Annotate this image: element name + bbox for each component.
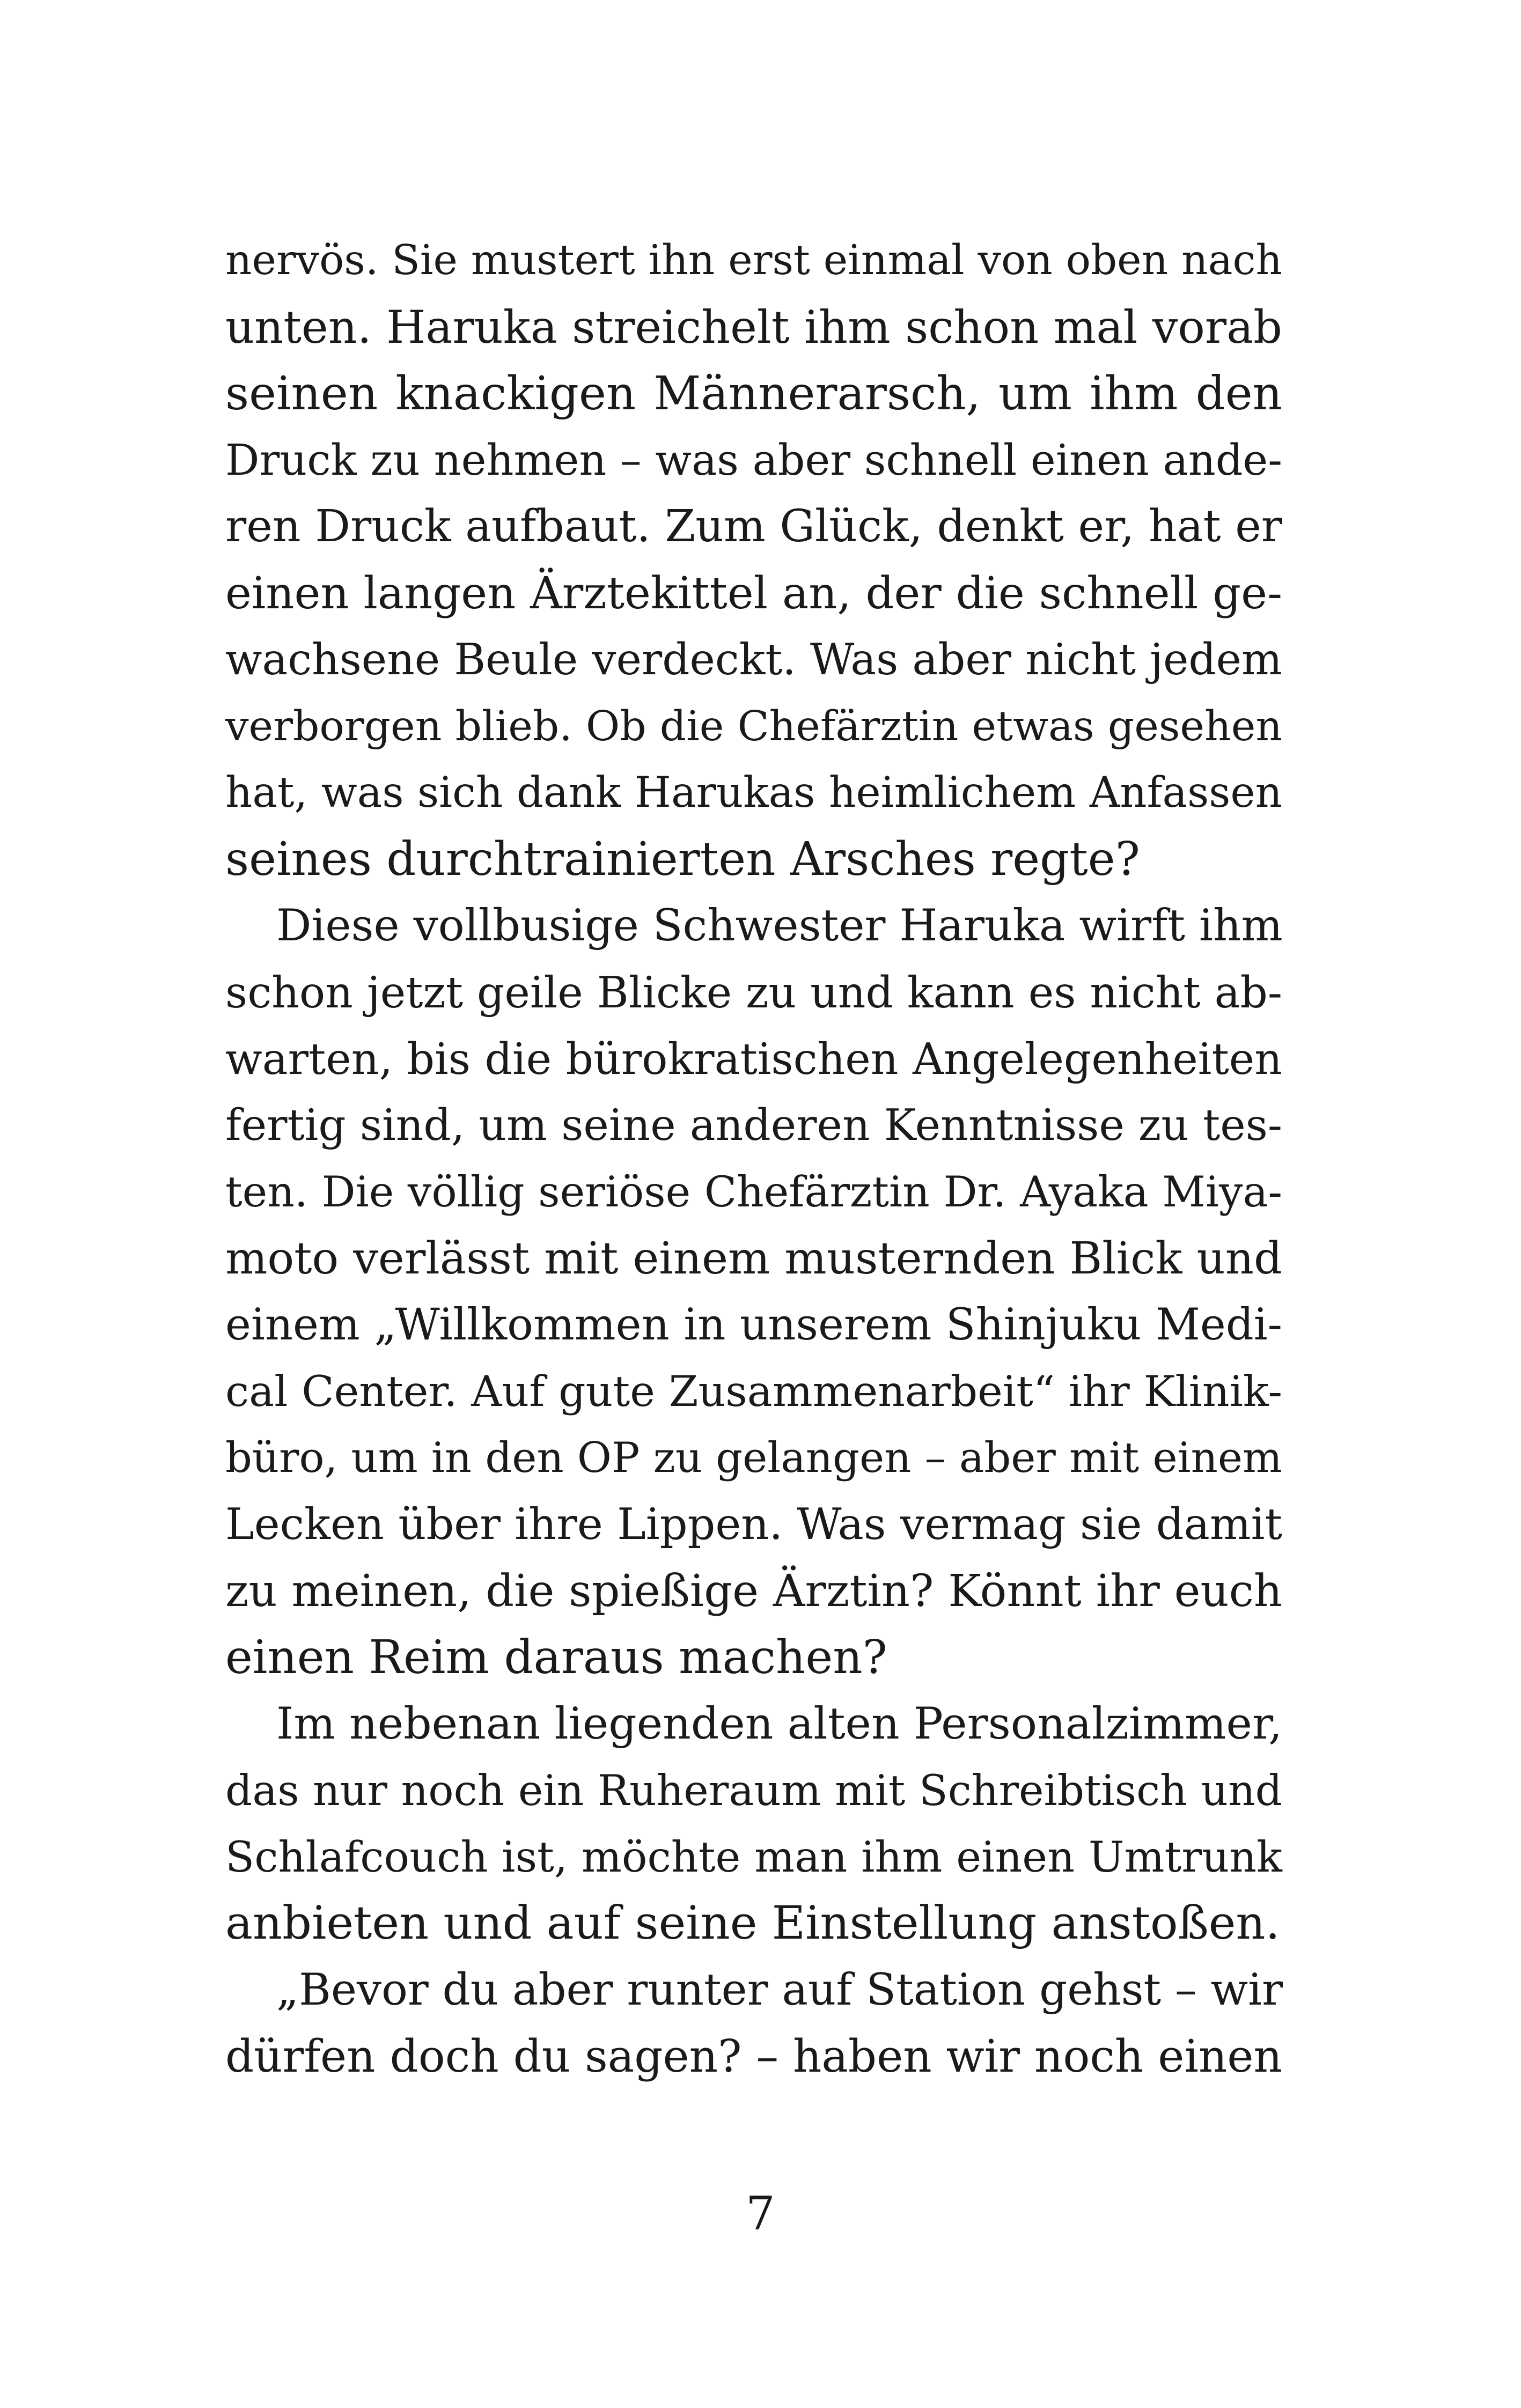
text-line: fertig sind, um seine anderen Kenntnisse zu tes- <box>225 1100 1282 1150</box>
text-line: einem „Willkommen in unserem Shinjuku Medi- <box>225 1300 1282 1350</box>
text-line: das nur noch ein Ruheraum mit Schreibtisch und <box>225 1766 1282 1815</box>
text-line: moto verlässt mit einem musternden Blick und <box>225 1232 1282 1284</box>
page-number: 7 <box>746 2187 775 2241</box>
text-line: Im nebenan liegenden alten Personalzimmer, <box>276 1698 1283 1749</box>
text-line: büro, um in den OP zu gelangen – aber mit einem <box>225 1434 1282 1482</box>
text-line: cal Center. Auf gute Zusammenarbeit“ ihr Klinik- <box>225 1367 1282 1416</box>
text-line: „Bevor du aber runter auf Station gehst – wir <box>276 1965 1283 2015</box>
text-line: unten. Haruka streichelt ihm schon mal vorab <box>225 301 1282 354</box>
text-line: dürfen doch du sagen? – haben wir noch einen <box>225 2030 1282 2082</box>
text-line: Druck zu nehmen – was aber schnell einen ande- <box>225 436 1282 485</box>
text-line: nervös. Sie mustert ihn erst einmal von oben nach <box>225 237 1282 284</box>
text-line: einen langen Ärztekittel an, der die schnell ge- <box>225 568 1282 619</box>
text-line: Diese vollbusige Schwester Haruka wirft ihm <box>276 900 1283 951</box>
text-line: verborgen blieb. Ob die Chefärztin etwas gesehen <box>225 702 1282 750</box>
text-line: wachsene Beule verdeckt. Was aber nicht jedem <box>225 635 1282 684</box>
text-line: hat, was sich dank Harukas heimlichem Anfassen <box>225 768 1282 817</box>
text-line: Schlafcouch ist, möchte man ihm einen Umtrunk <box>225 1832 1282 1882</box>
text-line: zu meinen, die spießige Ärztin? Könnt ihr euch <box>225 1565 1282 1617</box>
text-line: ren Druck aufbaut. Zum Glück, denkt er, hat er <box>225 501 1282 552</box>
text-line: anbieten und auf seine Einstellung anstoßen. <box>225 1897 1280 1950</box>
text-line: ten. Die völlig seriöse Chefärztin Dr. Ayaka Miya- <box>225 1167 1282 1217</box>
text-line: Lecken über ihre Lippen. Was vermag sie damit <box>225 1499 1282 1550</box>
text-line: einen Reim daraus machen? <box>225 1631 887 1684</box>
body-text <box>225 227 1282 2090</box>
text-line: seinen knackigen Männerarsch, um ihm den <box>225 367 1282 421</box>
text-line: warten, bis die bürokratischen Angelegenheiten <box>225 1034 1282 1084</box>
text-line: seines durchtrainierten Arsches regte? <box>225 833 1140 886</box>
text-line: schon jetzt geile Blicke zu und kann es nicht ab- <box>225 967 1282 1018</box>
